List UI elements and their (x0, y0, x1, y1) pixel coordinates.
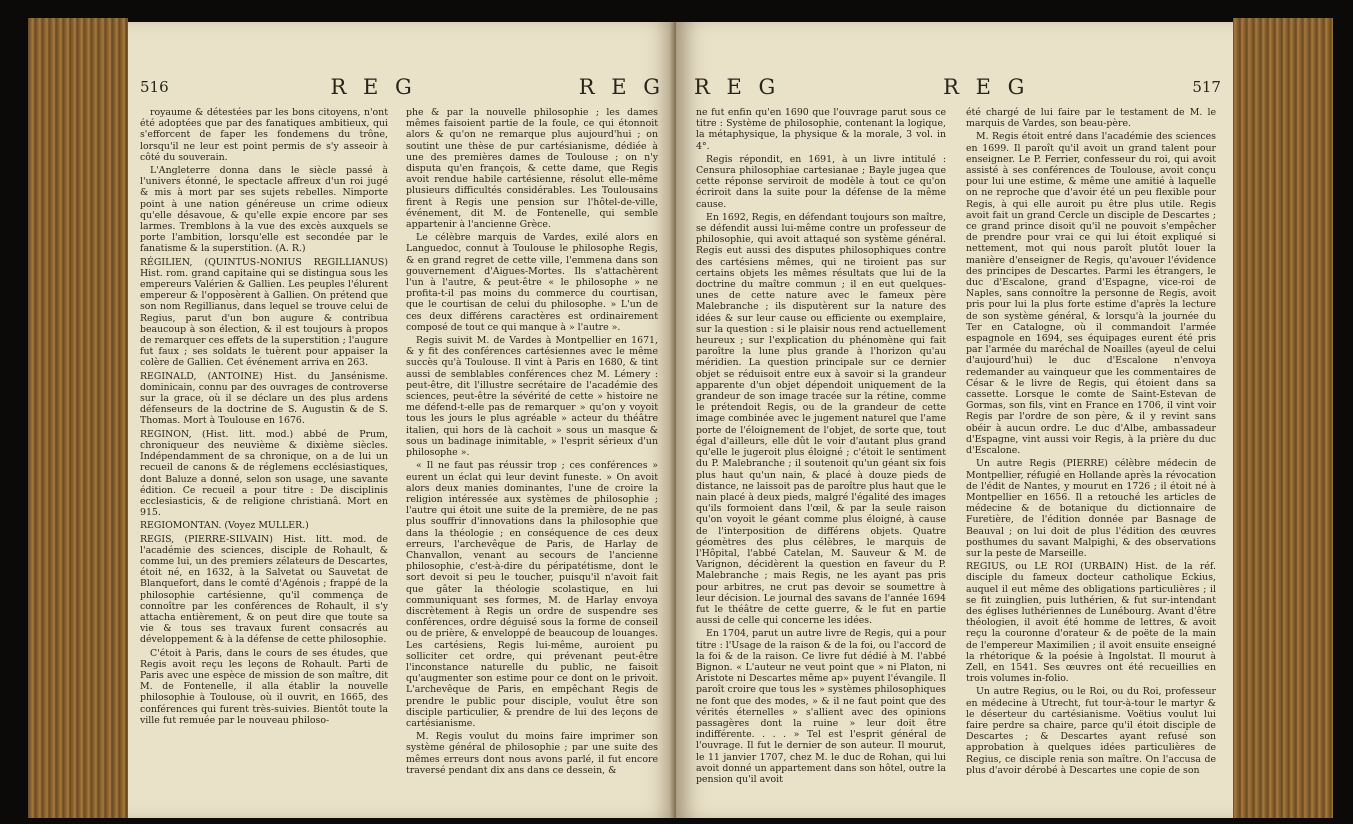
running-head: R E G (578, 75, 665, 99)
left-column-2 (406, 107, 658, 807)
paragraph: « Il ne faut pas réussir trop ; ces conférences » eurent un éclat qui leur devint funeste. » On avoit alors deux manies dominantes, l'une de croire la religion intéressée aux systèmes de philosophie ; l'autre qui étoit une suite de la première, de ne pas plus souffrir d'innovations dans la philosophie que dans la théologie ; en conséquence de ces deux erreurs, l'archevêque de Paris, de Harlay de Chanvallon, venant au secours de l'ancienne philosophie, c'est-à-dire du péripatétisme, dont le sort devoit si peu le toucher, puisqu'il n'avoit fait que gâter la théologie scolastique, en lui communiquant ses formes, M. de Harlay envoya discrètement à Regis un ordre de suspendre ses conférences, ordre déguisé sous la forme de conseil ou de prière, & enveloppé de beaucoup de louanges. Les cartésiens, Regis lui-même, auroient pu solliciter cet ordre, qui prévenant peut-être l'inconstance naturelle du public, ne faisoit qu'augmenter son estime pour ce dont on le privoit. L'archevêque de Paris, en empêchant Regis de prendre le public pour disciple, voulut être son disciple particulier, & prendre de lui des leçons de cartésianisme. (406, 460, 658, 729)
paragraph: M. Regis voulut du moins faire imprimer son système général de philosophie ; par une suite des mêmes erreurs dont nous avons parlé, il fut encore traversé pendant dix ans dans ce dessein, & (406, 731, 658, 776)
running-head: R E G (330, 75, 417, 99)
paragraph: ne fut enfin qu'en 1690 que l'ouvrage parut sous ce titre : Système de philosophie, contenant la logique, la métaphysique, la physique & la morale, 3 vol. in 4°. (696, 107, 946, 152)
left-page (128, 22, 676, 818)
entry: RÉGILIEN, (QUINTUS-NONIUS REGILLIANUS) Hist. rom. grand capitaine qui se distingua sous les empereurs Valérien & Gallien. Les peuples l'élurent empereur & l'opposèrent à Gallien. On prétend que son nom Regillianus, dans lequel se trouve celui de Regius, parut d'un bon augure & contribua beaucoup à son élection, & il est toujours à propos de remarquer ces effets de la superstition ; l'augure fut faux ; ses soldats le tuèrent pour appaiser la colère de Gallien. Cet événement arriva en 263. (140, 256, 388, 369)
entry: REGIS, (PIERRE-SILVAIN) Hist. litt. mod. de l'académie des sciences, disciple de Rohault, & comme lui, un des premiers zélateurs de Descartes, étoit né, en 1632, à la Salvetat ou Sauvetat de Blanquefort, dans le comté d'Agénois ; frappé de la philosophie cartésienne, qu'il commença de connoître par les conférences de Rohault, il s'y attacha entièrement, & on peut dire que toute sa vie & tous ses travaux furent consacrés au développement & à la défense de cette philosophie. (140, 533, 388, 646)
entry: Un autre Regius, ou le Roi, ou du Roi, professeur en médecine à Utrecht, fut tour-à-tour le martyr & le déserteur du cartésianisme. Voëtius voulut lui faire perdre sa chaire, parce qu'il étoit disciple de Descartes ; & Descartes ayant refusé son approbation à quelques idées particulières de Regius, ce disciple renia son maître. On l'accusa de plus d'avoir dérobé à Descartes une copie de son (966, 686, 1216, 776)
paragraph: royaume & détestées par les bons citoyens, n'ont été adoptées que par des fanatiques ambitieux, qui s'efforcent de faper les fondemens du trône, lorsqu'il ne leur est point permis de s'y asseoir à côté du souverain. (140, 107, 388, 163)
left-page-edges (28, 18, 128, 818)
paragraph: phe & par la nouvelle philosophie ; les dames mêmes faisoient partie de la foule, ce qui étonnoit alors & qu'on ne remarque plus aujourd'hui ; on soutint une thèse de pur cartésianisme, dédiée à une des premières dames de Toulouse ; on n'y disputa qu'en françois, & cette dame, que Regis avoit rendue habile cartésienne, résolut elle-même plusieurs difficultés considérables. Les Toulousains firent à Regis une pension sur l'hôtel-de-ville, événement, dit M. de Fontenelle, qui semble appartenir à l'ancienne Grèce. (406, 107, 658, 231)
entry: Un autre Regis (PIERRE) célèbre médecin de Montpellier, réfugié en Hollande après la révocation de l'édit de Nantes, y mourut en 1726 ; il étoit né à Montpellier en 1656. Il a retouché les articles de médecine & de botanique du dictionnaire de Furetière, de l'édition donnée par Basnage de Beauval ; on lui doit de plus l'édition des œuvres posthumes du savant Malpighi, & des observations sur la peste de Marseille. (966, 458, 1216, 559)
paragraph: M. Regis étoit entré dans l'académie des sciences en 1699. Il paroît qu'il avoit un grand talent pour enseigner. Le P. Ferrier, confesseur du roi, qui avoit assisté à ses conférences de Toulouse, avoit conçu pour lui une estime, & même une amitié à laquelle on ne reproche que d'avoir été un peu flexible pour Regis, à qui elle auroit pu être plus utile. Regis avoit fait un grand Cercle un disciple de Descartes ; ce grand prince disoit qu'il ne pouvoit s'empêcher de prendre pour vrai ce qui lui étoit expliqué si nettement, mot qui nous paroît plutôt louer la manière d'enseigner de Regis, qu'avouer l'évidence des principes de Descartes. Parmi les étrangers, le duc d'Escalone, grand d'Espagne, vice-roi de Naples, sans connoître la personne de Regis, avoit pris pour lui la plus forte estime d'après la lecture de son système général, & lorsqu'à la journée du Ter en Catalogne, où il commandoit l'armée espagnole en 1694, ses équipages eurent été pris par l'armée du maréchal de Noailles (ayeul de celui d'aujourd'hui) le duc d'Escalone n'envoya redemander au vainqueur que les commentaires de César & le livre de Regis, qui étoient dans sa cassette. Lorsque le comte de Saint-Estevan de Gormas, son fils, vint en France en 1706, il vint voir Regis par l'ordre de son père, & il y revint sans obéir à aucun ordre. Le duc d'Albe, ambassadeur d'Espagne, vint aussi voir Regis, à la prière du duc d'Escalone. (966, 131, 1216, 457)
right-column-1 (696, 107, 946, 807)
paragraph: L'Angleterre donna dans le siècle passé à l'univers étonné, le spectacle affreux d'un roi jugé & mis à mort par ses sujets rebelles. Nimporte point à une nation généreuse un crime odieux qu'elle désavoue, & qu'elle expie encore par ses larmes. Tremblons à la vue des excès auxquels se porte l'ambition, lorsqu'elle est secondée par le fanatisme & la superstition. (A. R.) (140, 165, 388, 255)
paragraph: En 1704, parut un autre livre de Regis, qui a pour titre : l'Usage de la raison & de la foi, ou l'accord de la foi & de la raison. Ce livre fut dédié à M. l'abbé Bignon. « L'auteur ne veut point que » ni Platon, ni Aristote ni Descartes même ap» puyent l'évangile. Il paroît croire que tous les » systèmes philosophiques ne font que des modes, » & il ne faut point que des vérités éternelles » s'allient avec des opinions passagères dont la ruine » leur doit être indifférente. . . . » Tel est l'esprit général de l'ouvrage. Il fut le dernier de son auteur. Il mourut, le 11 janvier 1707, chez M. le duc de Rohan, qui lui avoit donné un appartement dans son hôtel, outre la pension qu'il avoit (696, 628, 946, 785)
entry: REGINALD, (ANTOINE) Hist. du Jansénisme. dominicain, connu par des ouvrages de controverse sur la grace, où il se déclare un des plus ardens défenseurs de la doctrine de S. Augustin & de S. Thomas. Mort à Toulouse en 1676. (140, 370, 388, 427)
page-number: 516 (140, 78, 169, 96)
page-number: 517 (1192, 78, 1221, 96)
entry: REGIUS, ou LE ROI (URBAIN) Hist. de la réf. disciple du fameux docteur catholique Eckius, auquel il eut même des obligations particulières ; il se fit zuinglien, puis luthérien, & fut sur-intendant des églises luthériennes de Lunébourg. Avant d'être théologien, il avoit été homme de lettres, & avoit reçu la couronne d'orateur & de poëte de la main de l'empereur Maximilien ; il avoit ensuite enseigné la rhétorique & la poésie à Ingolstat. Il mourut à Zell, en 1541. Ses œuvres ont été recueillies en trois volumes in-folio. (966, 561, 1216, 685)
paragraph: Le célèbre marquis de Vardes, exilé alors en Languedoc, connut à Toulouse le philosophe Regis, & en grand regret de cette ville, l'emmena dans son gouvernement d'Aigues-Mortes. Ils s'attachèrent l'un à l'autre, & peut-être « le philosophe » ne profita-t-il pas moins du commerce du courtisan, que le courtisan de celui du philosophe. » L'un de ces deux différens caractères est ordinairement composé de tout ce qui manque à » l'autre ». (406, 232, 658, 333)
right-page-header (694, 72, 1221, 102)
paragraph: Regis suivit M. de Vardes à Montpellier en 1671, & y fit des conférences cartésiennes avec le même succès qu'à Toulouse. Il vint à Paris en 1680, & tint aussi de semblables conférences chez M. Lémery : peut-être, dit l'illustre secrétaire de l'académie des sciences, peut-être la sévérité de cette » histoire ne me défend-t-elle pas de remarquer » qu'on y voyoit tous les jours le plus agréable » acteur du théâtre italien, qui hors de là cachoit » sous un masque & sous un badinage inimitable, » l'esprit sérieux d'un philosophe ». (406, 335, 658, 459)
right-column-2 (966, 107, 1216, 807)
paragraph: Regis répondit, en 1691, à un livre intitulé : Censura philosophiae cartesianae ; Bayle jugea que cette réponse serviroit de modèle à tout ce qu'on écriroit dans la suite pour la défense de la même cause. (696, 153, 946, 210)
running-head: R E G (694, 75, 781, 99)
right-page-edges (1233, 18, 1333, 818)
left-page-header (140, 72, 665, 102)
paragraph: été chargé de lui faire par le testament de M. le marquis de Vardes, son beau-père. (966, 107, 1216, 130)
paragraph: En 1692, Regis, en défendant toujours son maître, se défendit aussi lui-même contre un professeur de philosophie, qui avoit attaqué son système général. Regis eut aussi des disputes philosophiques contre des cartésiens mêmes, qui ne tiroient pas sur certains objets les mêmes résultats que lui de la doctrine du maître commun ; il en eut quelques-unes de cette nature avec le fameux père Malebranche ; ils disputèrent sur la nature des idées & sur leur cause ou efficiente ou exemplaire, sur la question : si le plaisir nous rend actuellement heureux ; sur l'explication du phénomène qui fait paroître la lune plus grande à l'horizon qu'au méridien. La question principale sur ce dernier objet se réduisoit entre eux à savoir si la grandeur apparente d'un objet dépendoit uniquement de la grandeur de son image tracée sur la rétine, comme le prétendoit Regis, ou de la grandeur de cette image combinée avec le jugement naturel que l'ame porte de l'éloignement de l'objet, de sorte que, tout égal d'ailleurs, elle dût le voir d'autant plus grand qu'elle le jugeroit plus éloigné ; c'étoit le sentiment du P. Malebranche ; il soutenoit qu'un géant six fois plus haut qu'un nain, & placé à douze pieds de distance, ne laissoit pas de paroître plus haut que le nain placé à deux pieds, malgré l'égalité des images qu'ils formoient dans l'œil, & par la seule raison qu'on voyoit le géant comme plus éloigné, à cause de l'interposition de différens objets. Quatre géomètres des plus célèbres, le marquis de l'Hôpital, l'abbé Catelan, M. Sauveur & M. de Varignon, décidèrent la question en faveur du P. Malebranche ; mais Regis, ne les ayant pas pris pour arbitres, ne crut pas devoir se soumettre à leur décision. Le journal des savans de l'année 1694 fut le théâtre de cette guerre, & le fut en partie aussi de celle qui concerne les idées. (696, 211, 946, 627)
running-head: R E G (943, 75, 1030, 99)
right-page (676, 22, 1233, 818)
paragraph: C'étoit à Paris, dans le cours de ses études, que Regis avoit reçu les leçons de Rohault. Parti de Paris avec une espèce de mission de son maître, dit M. de Fontenelle, il alla établir la nouvelle philosophie à Toulouse, où il ouvrit, en 1665, des conférences qui furent très-suivies. Bientôt toute la ville fut remuée par le nouveau philoso- (140, 647, 388, 726)
entry: REGINON, (Hist. litt. mod.) abbé de Prum, chroniqueur des neuvième & dixième siècles. Indépendamment de sa chronique, on a de lui un recueil de canons & de réglemens ecclésiastiques, dont Baluze a donné, selon son usage, une savante édition. Ce recueil a pour titre : De disciplinis ecclesiasticis, & de religione christianâ. Mort en 915. (140, 428, 388, 519)
left-column-1 (140, 107, 388, 807)
cross-reference: REGIOMONTAN. (Voyez MULLER.) (140, 520, 309, 532)
